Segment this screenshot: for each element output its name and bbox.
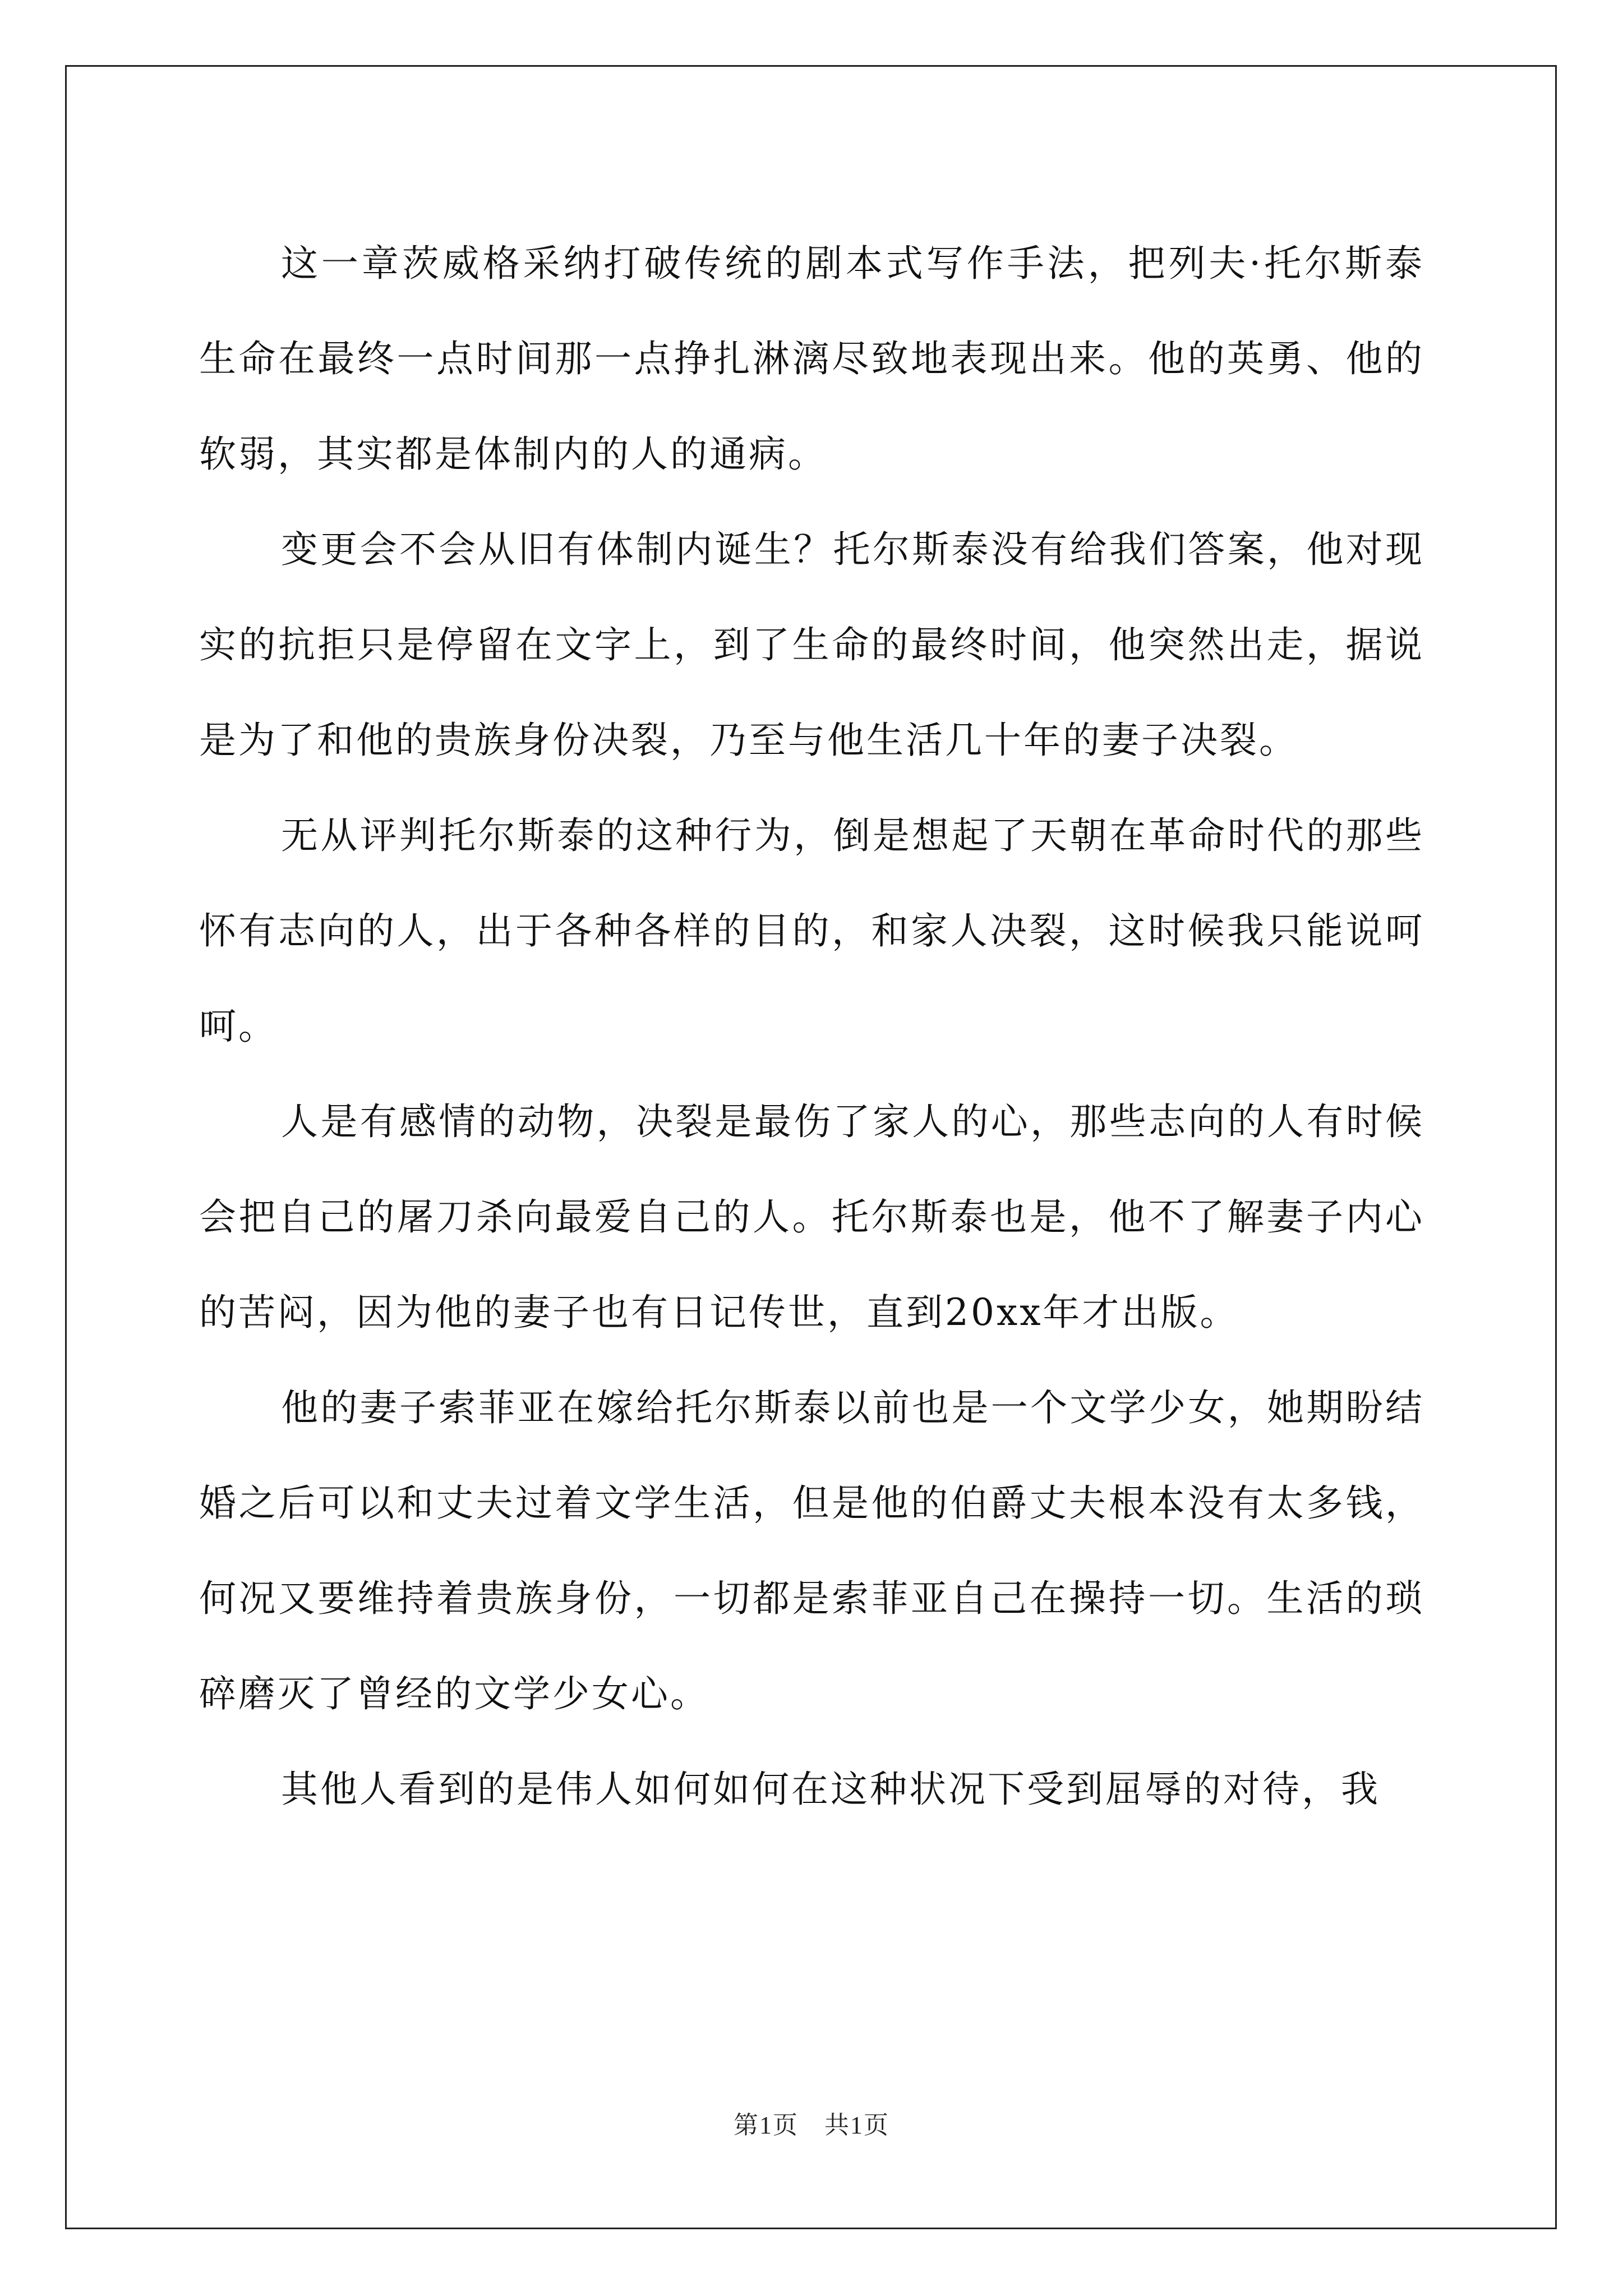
- page-number-footer: 第1页 共1页: [734, 2111, 889, 2139]
- paragraph-3: 无从评判托尔斯泰的这种行为，倒是想起了天朝在革命时代的那些怀有志向的人，出于各种各样的目的，和家人决裂，这时候我只能说呵呵。: [199, 814, 1424, 1048]
- paragraph-5: 他的妻子索菲亚在嫁给托尔斯泰以前也是一个文学少女，她期盼结婚之后可以和丈夫过着文学生活，但是他的伯爵丈夫根本没有太多钱，何况又要维持着贵族身份，一切都是索菲亚自己在操持一切。生活的琐碎磨灭了曾经的文学少女心。: [199, 1386, 1424, 1715]
- paragraph-4: 人是有感情的动物，决裂是最伤了家人的心，那些志向的人有时候会把自己的屠刀杀向最爱自己的人。托尔斯泰也是，他不了解妻子内心的苦闷，因为他的妻子也有日记传世，直到20xx年才出版。: [199, 1100, 1424, 1334]
- paragraph-2: 变更会不会从旧有体制内诞生？托尔斯泰没有给我们答案，他对现实的抗拒只是停留在文字上，到了生命的最终时间，他突然出走，据说是为了和他的贵族身份决裂，乃至与他生活几十年的妻子决裂。: [199, 528, 1424, 762]
- paragraph-1: 这一章茨威格采纳打破传统的剧本式写作手法，把列夫·托尔斯泰生命在最终一点时间那一点挣扎淋漓尽致地表现出来。他的英勇、他的软弱，其实都是体制内的人的通病。: [199, 242, 1424, 476]
- document-body: [199, 216, 1424, 1837]
- paragraph-6: 其他人看到的是伟人如何如何在这种状况下受到屈辱的对待，我: [281, 1768, 1380, 1811]
